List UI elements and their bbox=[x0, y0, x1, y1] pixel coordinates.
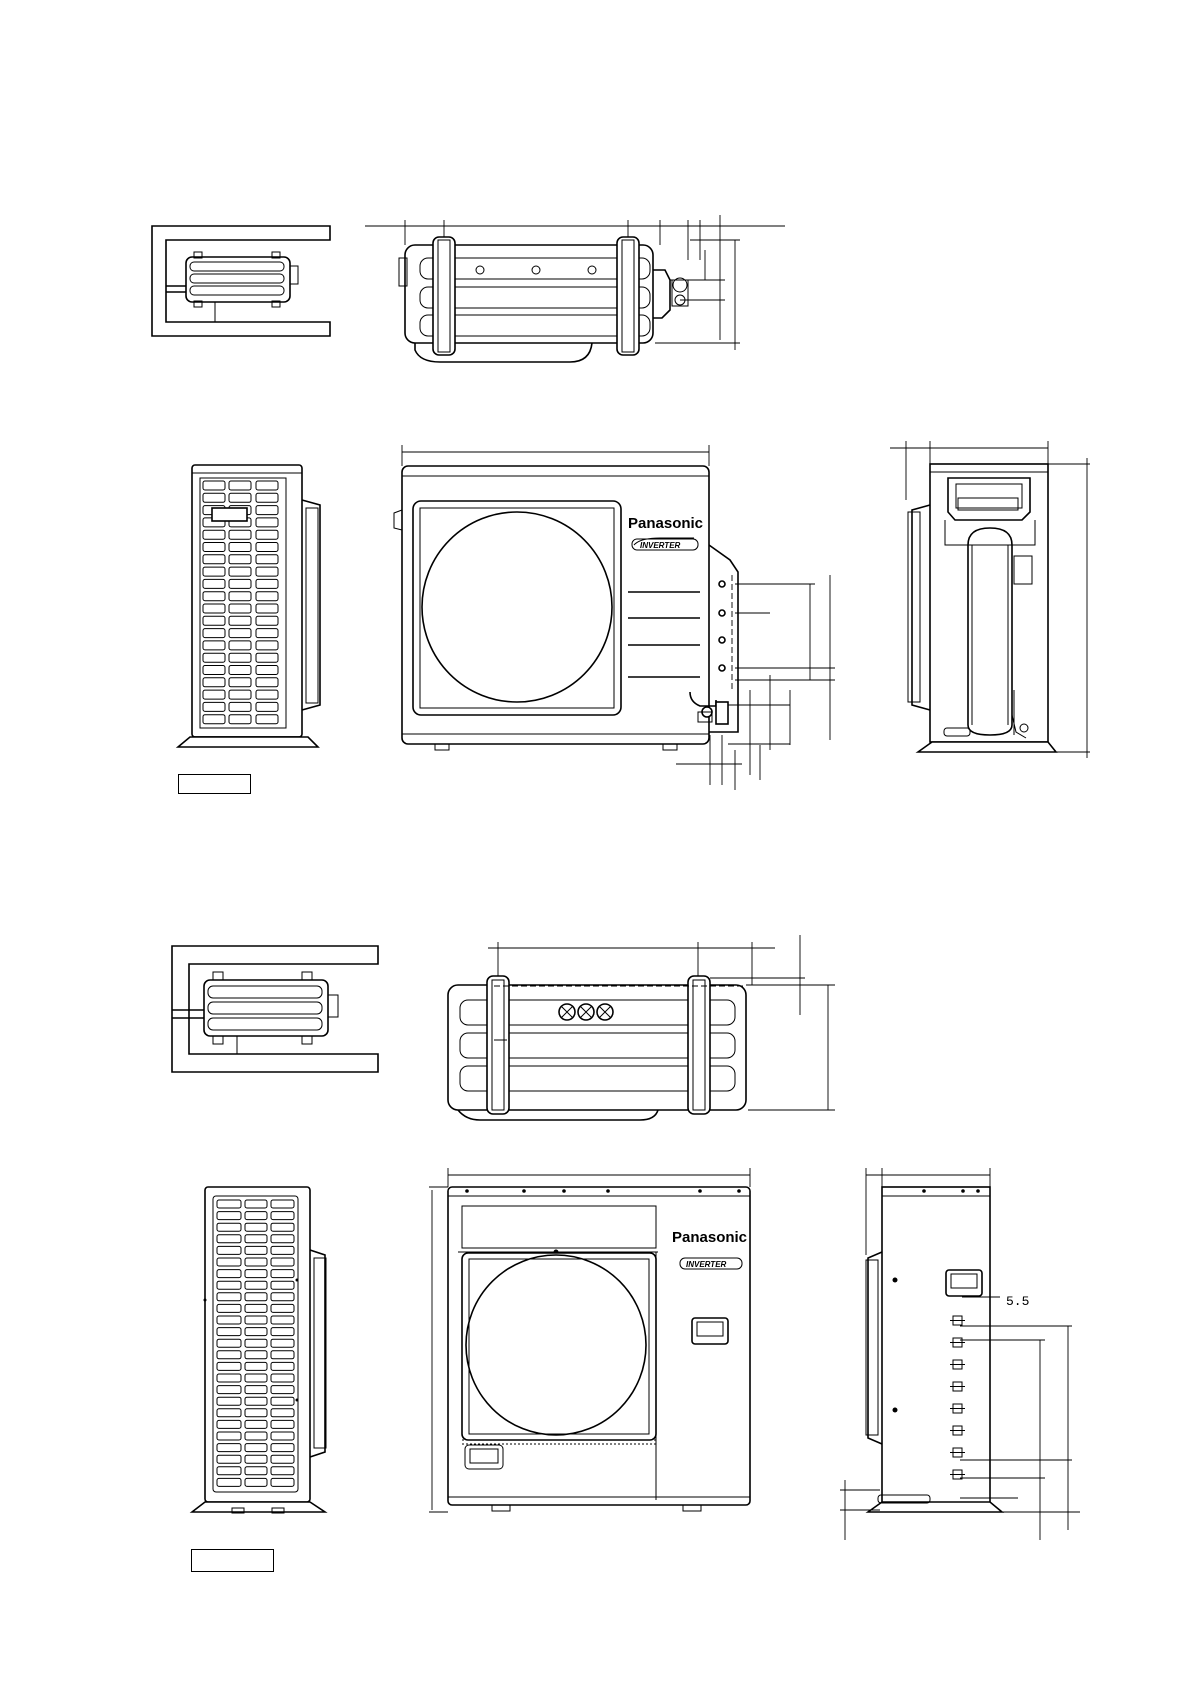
front-brand-logo: Panasonic bbox=[628, 515, 704, 532]
upper-installation-plan bbox=[152, 226, 330, 336]
lower-front-brand-logo: Panasonic bbox=[672, 1229, 748, 1246]
upper-right-side-view bbox=[890, 441, 1090, 758]
lower-left-side-view bbox=[192, 1187, 326, 1513]
lower-top-view bbox=[448, 935, 835, 1120]
front-inverter-logo: INVERTER bbox=[640, 541, 681, 550]
lower-front-view bbox=[429, 1168, 750, 1512]
lower-right-side-view bbox=[840, 1168, 1080, 1540]
upper-left-side-view bbox=[178, 465, 320, 747]
lower-installation-plan bbox=[172, 946, 378, 1072]
upper-front-view bbox=[394, 445, 835, 790]
dimension-label: 5.5 bbox=[1006, 1294, 1030, 1309]
upper-top-view bbox=[365, 215, 785, 362]
lower-front-inverter-logo: INVERTER bbox=[686, 1260, 727, 1269]
